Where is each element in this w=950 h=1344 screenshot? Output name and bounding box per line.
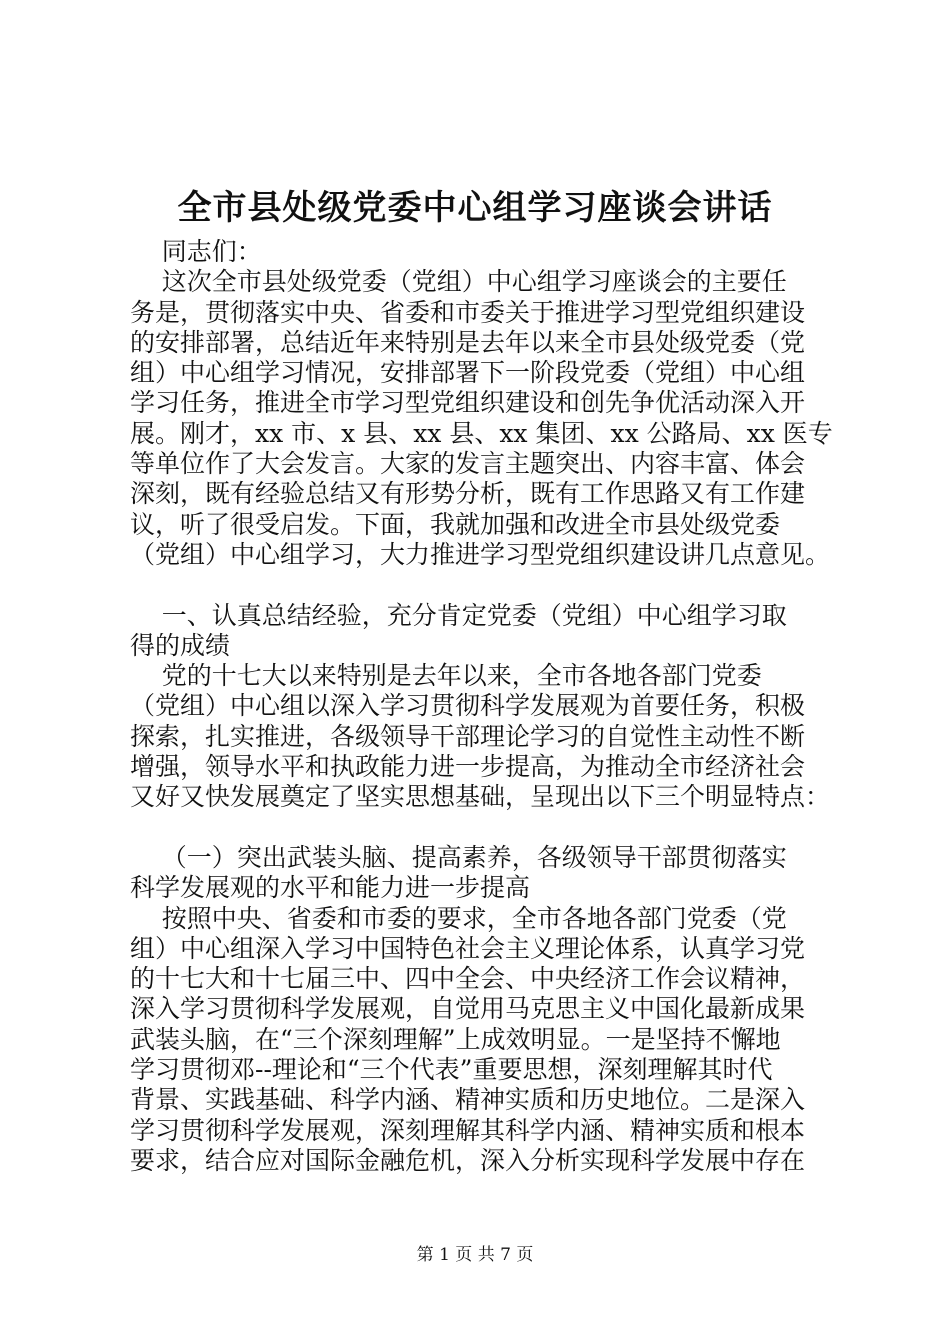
text-line: 议，听了很受启发。下面，我就加强和改进全市县处级党委 [130, 509, 781, 539]
document-body [130, 237, 848, 1176]
text-line: （党组）中心组以深入学习贯彻科学发展观为首要任务，积极 [130, 691, 806, 721]
text-line: 科学发展观的水平和能力进一步提高 [130, 873, 531, 903]
text-line: 探索，扎实推进，各级领导干部理论学习的自觉性主动性不断 [130, 721, 806, 751]
text-line: 等单位作了大会发言。大家的发言主题突出、内容丰富、体会 [130, 449, 806, 479]
page-number-footer: 第 1 页 共 7 页 [416, 1245, 534, 1265]
text-line: 深入学习贯彻科学发展观，自觉用马克思主义中国化最新成果 [130, 994, 806, 1024]
text-line: 组）中心组深入学习中国特色社会主义理论体系，认真学习党 [130, 933, 806, 963]
text-line: （党组）中心组学习，大力推进学习型党组织建设讲几点意见。 [130, 539, 831, 569]
text-line: 学习任务，推进全市学习型党组织建设和创先争优活动深入开 [130, 388, 806, 418]
blank-line [130, 813, 848, 843]
text-line: 增强，领导水平和执政能力进一步提高，为推动全市经济社会 [130, 752, 806, 782]
text-line: 组）中心组学习情况，安排部署下一阶段党委（党组）中心组 [130, 358, 806, 388]
text-line: 的十七大和十七届三中、四中全会、中央经济工作会议精神， [130, 964, 806, 994]
document-title: 全市县处级党委中心组学习座谈会讲话 [177, 188, 773, 228]
text-line: 展。刚才，xx 市、x 县、xx 县、xx 集团、xx 公路局、xx 医专 [130, 418, 833, 448]
text-line: 又好又快发展奠定了坚实思想基础，呈现出以下三个明显特点： [130, 782, 831, 812]
text-line: 武装头脑，在“三个深刻理解”上成效明显。一是坚持不懈地 [130, 1024, 781, 1054]
text-line: 一、认真总结经验，充分肯定党委（党组）中心组学习取 [130, 600, 787, 630]
text-line: 深刻，既有经验总结又有形势分析，既有工作思路又有工作建 [130, 479, 806, 509]
text-line: 务是，贯彻落实中央、省委和市委关于推进学习型党组织建设 [130, 297, 806, 327]
blank-line [130, 570, 848, 600]
text-line: 党的十七大以来特别是去年以来，全市各地各部门党委 [130, 661, 762, 691]
text-line: （一）突出武装头脑、提高素养，各级领导干部贯彻落实 [130, 842, 787, 872]
text-line: 按照中央、省委和市委的要求，全市各地各部门党委（党 [130, 903, 787, 933]
text-line: 背景、实践基础、科学内涵、精神实质和历史地位。二是深入 [130, 1085, 806, 1115]
text-line: 学习贯彻科学发展观，深刻理解其科学内涵、精神实质和根本 [130, 1115, 806, 1145]
text-line: 同志们： [130, 237, 262, 266]
text-line: 学习贯彻邓--理论和“三个代表”重要思想，深刻理解其时代 [130, 1055, 773, 1085]
text-line: 的安排部署，总结近年来特别是去年以来全市县处级党委（党 [130, 327, 806, 357]
text-line: 得的成绩 [130, 630, 231, 660]
text-line: 这次全市县处级党委（党组）中心组学习座谈会的主要任 [130, 267, 787, 297]
text-line: 要求，结合应对国际金融危机，深入分析实现科学发展中存在 [130, 1145, 806, 1175]
